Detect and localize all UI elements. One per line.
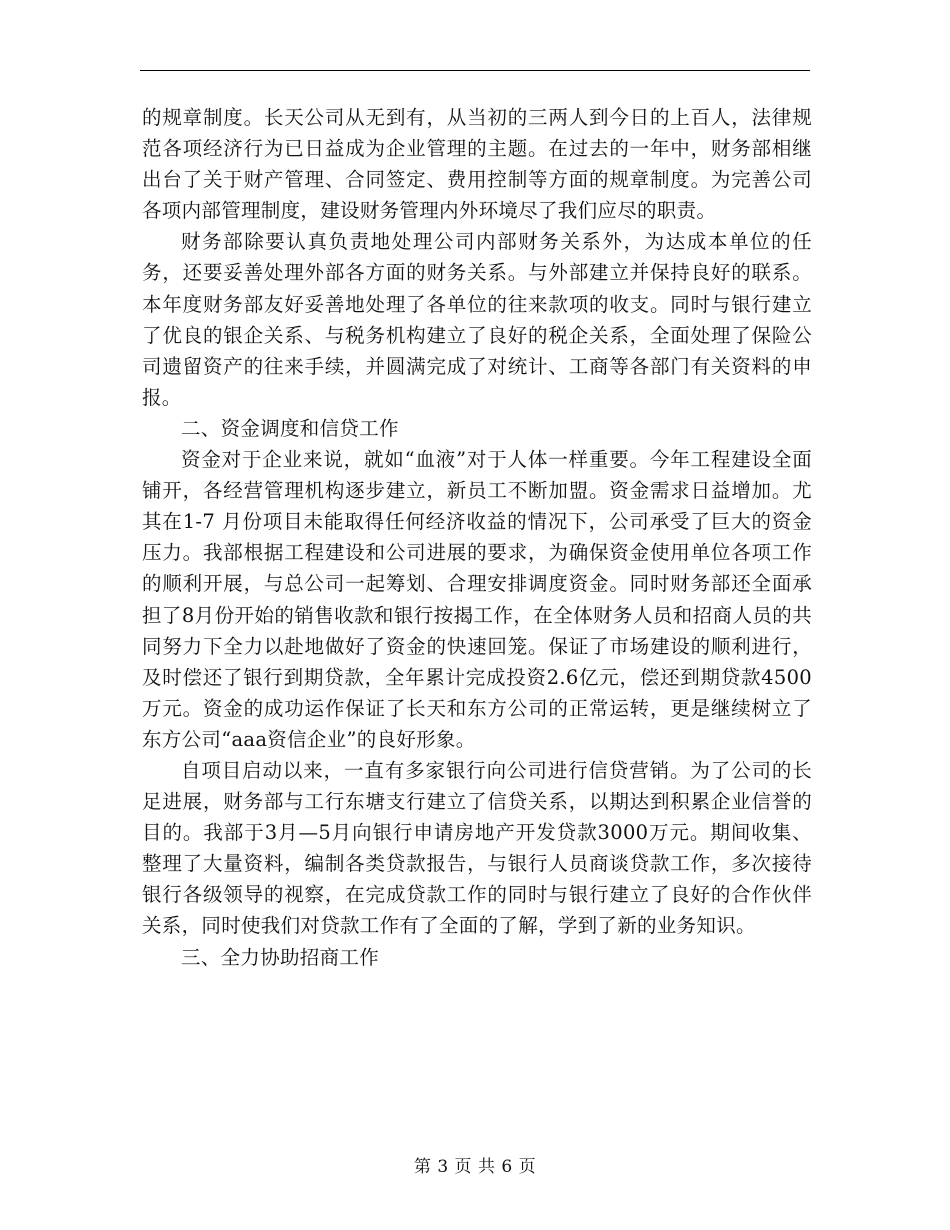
paragraph-credit: 自项目启动以来，一直有多家银行向公司进行信贷营销。为了公司的长足进展，财务部与工行东塘支行建立了信贷关系，以期达到积累企业信誉的目的。我部于3月—5月向银行申请房地产开发贷款3000万元。期间收集、整理了大量资料，编制各类贷款报告，与银行人员商谈贷款工作，多次接待银行各级领导的视察，在完成贷款工作的同时与银行建立了良好的合作伙伴关系，同时使我们对贷款工作有了全面的了解，学到了新的业务知识。 — [142, 758, 812, 938]
paragraph-funds: 资金对于企业来说，就如“血液”对于人体一样重要。今年工程建设全面铺开，各经营管理机构逐步建立，新员工不断加盟。资金需求日益增加。尤其在1-7 月份项目未能取得任何经济收益的情况下，公司承受了巨大的资金压力。我部根据工程建设和公司进展的要求，为确保资金使用单位各项工作的顺利开展，与总公司一起筹划、合理安排调度资金。同时财务部还全面承担了8月份开始的销售收款和银行按揭工作，在全体财务人员和招商人员的共同努力下全力以赴地做好了资金的快速回笼。保证了市场建设的顺利进行，及时偿还了银行到期贷款，全年累计完成投资2.6亿元，偿还到期贷款4500万元。资金的成功运作保证了长天和东方公司的正常运转，更是继续树立了东方公司“aaa资信企业”的良好形象。 — [142, 448, 812, 751]
document-body — [142, 102, 812, 973]
paragraph-continuation: 的规章制度。长天公司从无到有，从当初的三两人到今日的上百人，法律规范各项经济行为已日益成为企业管理的主题。在过去的一年中，财务部相继出台了关于财产管理、合同签定、费用控制等方面的规章制度。为完善公司各项内部管理制度，建设财务管理内外环境尽了我们应尽的职责。 — [142, 106, 812, 223]
paragraph-external-relations: 财务部除要认真负责地处理公司内部财务关系外，为达成本单位的任务，还要妥善处理外部各方面的财务关系。与外部建立并保持良好的联系。本年度财务部友好妥善地处理了各单位的往来款项的收支。同时与银行建立了优良的银企关系、与税务机构建立了良好的税企关系，全面处理了保险公司遗留资产的往来手续，并圆满完成了对统计、工商等各部门有关资料的申报。 — [142, 230, 812, 409]
section-heading-funds: 二、资金调度和信贷工作 — [181, 416, 399, 440]
header-rule — [140, 70, 810, 71]
section-heading-investment: 三、全力协助招商工作 — [181, 945, 380, 969]
page-footer: 第 3 页 共 6 页 — [413, 1157, 537, 1177]
